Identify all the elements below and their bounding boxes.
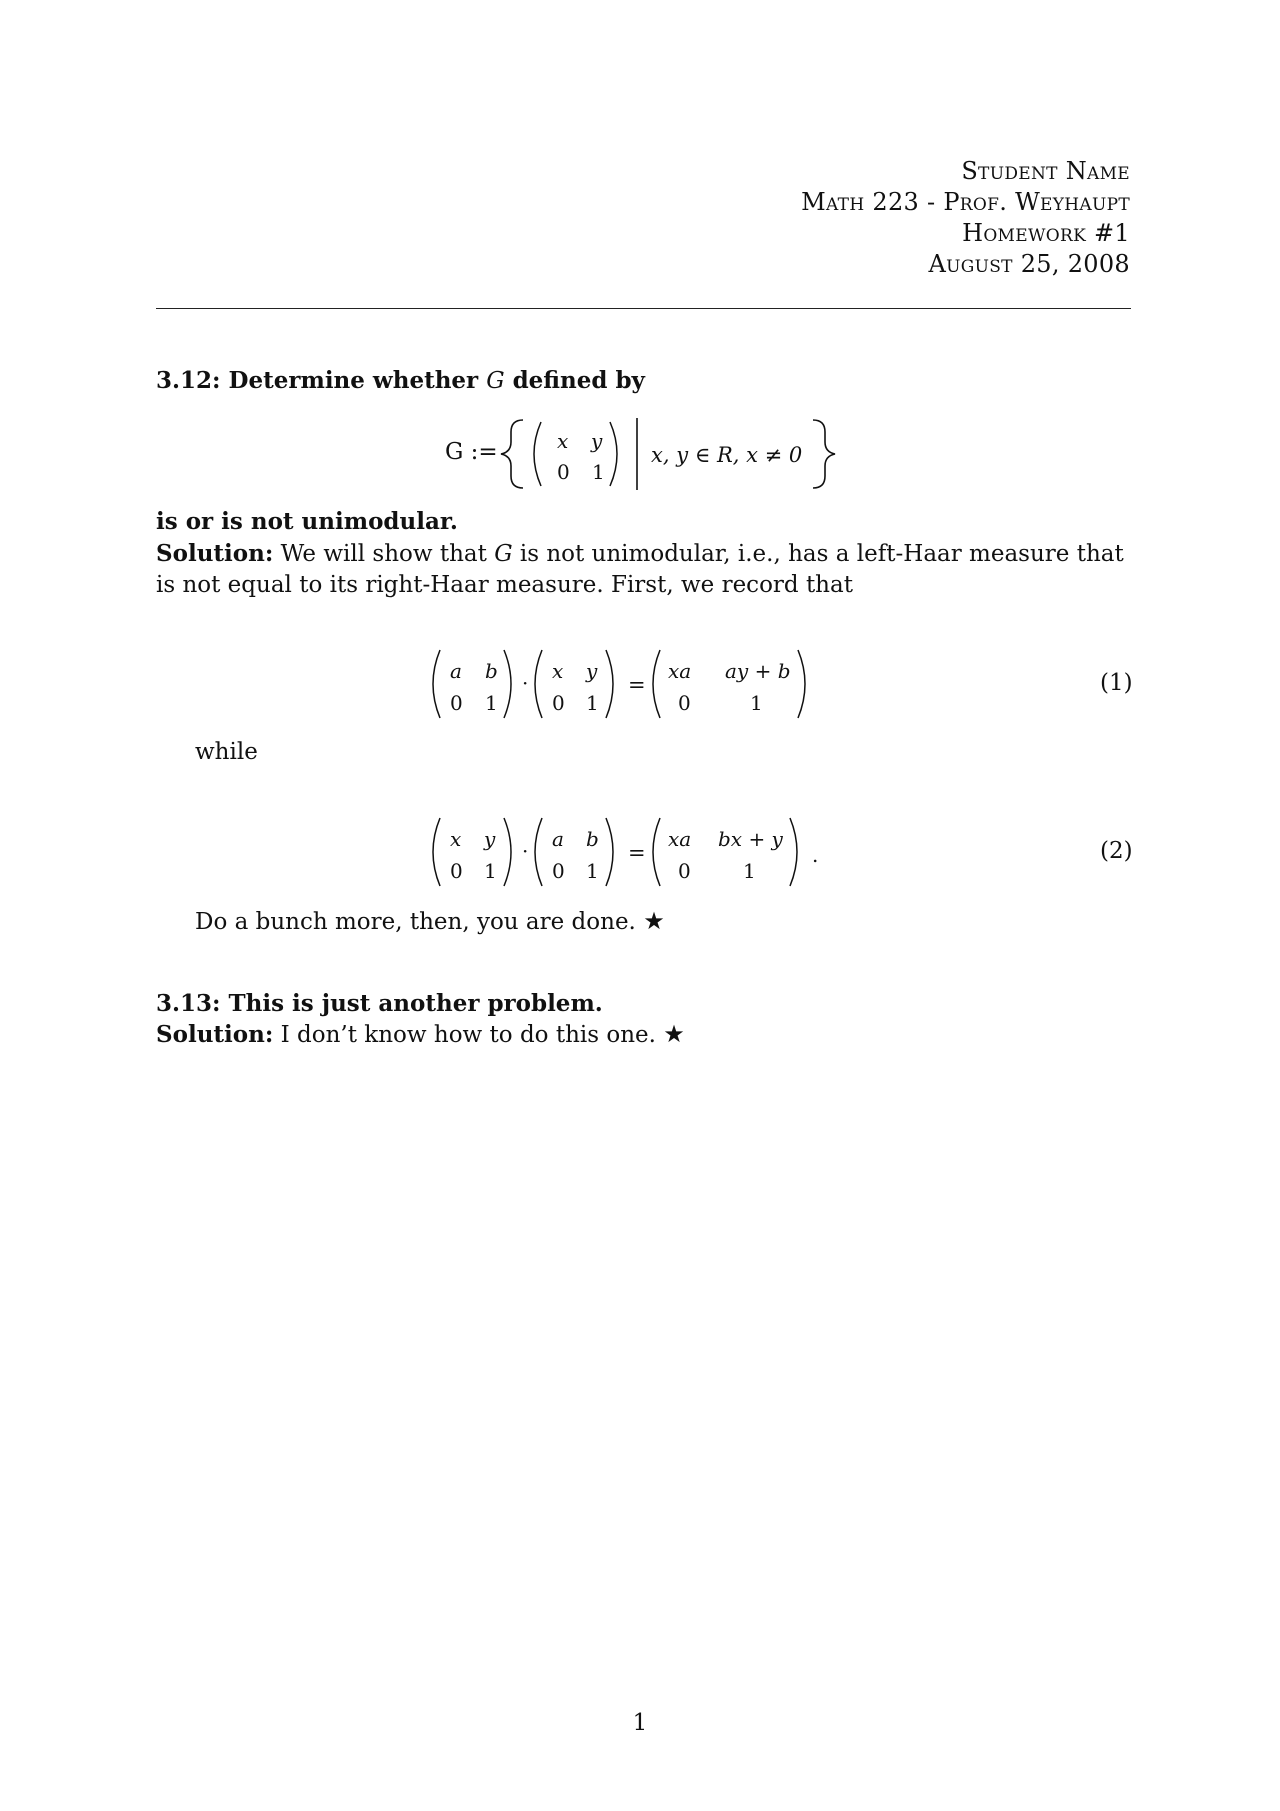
eq1-result-a21: 0 [678, 691, 691, 715]
student-name: Student Name [961, 157, 1130, 185]
problem-3-13-solution [156, 1019, 685, 1051]
eq2-result-a21: 0 [678, 859, 691, 883]
closing-text [195, 906, 665, 938]
header-block [801, 156, 1130, 280]
set-condition: x, y ∈ R, x ≠ 0 [651, 443, 803, 467]
eq1-right-a12: y [586, 659, 598, 683]
problem-prompt-pre: Determine whether [228, 367, 479, 394]
eq2-right-a12: b [586, 827, 599, 851]
eq1-left-a21: 0 [450, 691, 463, 715]
eq1-right-a21: 0 [552, 691, 565, 715]
equation-1-number: (1) [1100, 670, 1133, 696]
svg-text:·: · [522, 671, 529, 695]
star-icon: ★ [663, 1020, 685, 1048]
set-matrix-a12: y [591, 429, 603, 453]
solution-text-pre: We will show that [280, 541, 487, 567]
right-brace [813, 420, 835, 488]
problem-3-13-statement [156, 988, 603, 1019]
eq2-right-a21: 0 [552, 859, 565, 883]
homework-number: Homework #1 [962, 219, 1130, 247]
eq2-left-a11: x [450, 827, 462, 851]
star-icon: ★ [643, 907, 665, 935]
eq2-left-a22: 1 [484, 859, 497, 883]
svg-text:.: . [812, 843, 819, 867]
equation-2 [428, 812, 828, 892]
course-title: Math 223 - Prof. Weyhaupt [801, 188, 1130, 216]
eq2-left-a12: y [484, 827, 496, 851]
eq1-result-a11: xa [668, 659, 692, 683]
set-definition-equation [445, 412, 845, 492]
problem-3-12-solution [156, 538, 1131, 601]
eq2-right-a11: a [552, 827, 564, 851]
solution2-label: Solution: [156, 1021, 274, 1048]
solution-text-post: is not unimodular, i.e., has a left-Haar measure that is not equal to its right-Haar measure. First, we record that [156, 541, 1124, 598]
eq1-result-a12: ay + b [725, 659, 791, 683]
matrix-right-paren [610, 422, 617, 486]
problem-prompt-post: defined by [512, 367, 645, 394]
eq2-left-a21: 0 [450, 859, 463, 883]
problem2-label: 3.13: [156, 990, 221, 1017]
eq1-left-a22: 1 [485, 691, 498, 715]
page-number: 1 [632, 1710, 648, 1736]
eq1-left-a11: a [450, 659, 462, 683]
set-matrix-a22: 1 [592, 460, 605, 484]
problem-label: 3.12: [156, 367, 221, 394]
closing-sentence: Do a bunch more, then, you are done. [195, 909, 636, 935]
eq1-left-a12: b [485, 659, 498, 683]
solution-symbol-G: G [494, 541, 513, 567]
eq2-result-a22: 1 [743, 859, 756, 883]
svg-text:·: · [522, 839, 529, 863]
problem-prompt-end: is or is not unimodular. [156, 508, 458, 535]
solution2-text: I don’t know how to do this one. [280, 1022, 656, 1048]
eq2-right-a22: 1 [586, 859, 599, 883]
svg-text:=: = [628, 673, 646, 697]
problem2-prompt: This is just another problem. [228, 990, 603, 1017]
set-matrix-a21: 0 [557, 460, 570, 484]
date: August 25, 2008 [928, 250, 1130, 278]
left-brace [501, 420, 523, 488]
solution-label: Solution: [156, 540, 274, 567]
problem-3-12-statement [156, 365, 645, 397]
eq2-result-a11: xa [668, 827, 692, 851]
matrix-left-paren [534, 422, 541, 486]
eq1-right-a11: x [552, 659, 564, 683]
header-rule [156, 308, 1131, 309]
eq1-result-a22: 1 [750, 691, 763, 715]
set-lhs: G := [445, 439, 498, 465]
equation-2-number: (2) [1100, 838, 1133, 864]
while-text: while [195, 739, 258, 765]
set-matrix-a11: x [557, 429, 569, 453]
eq2-result-a12: bx + y [718, 827, 783, 851]
symbol-G: G [486, 368, 505, 394]
svg-text:=: = [628, 841, 646, 865]
equation-1 [428, 644, 828, 724]
eq1-right-a22: 1 [586, 691, 599, 715]
